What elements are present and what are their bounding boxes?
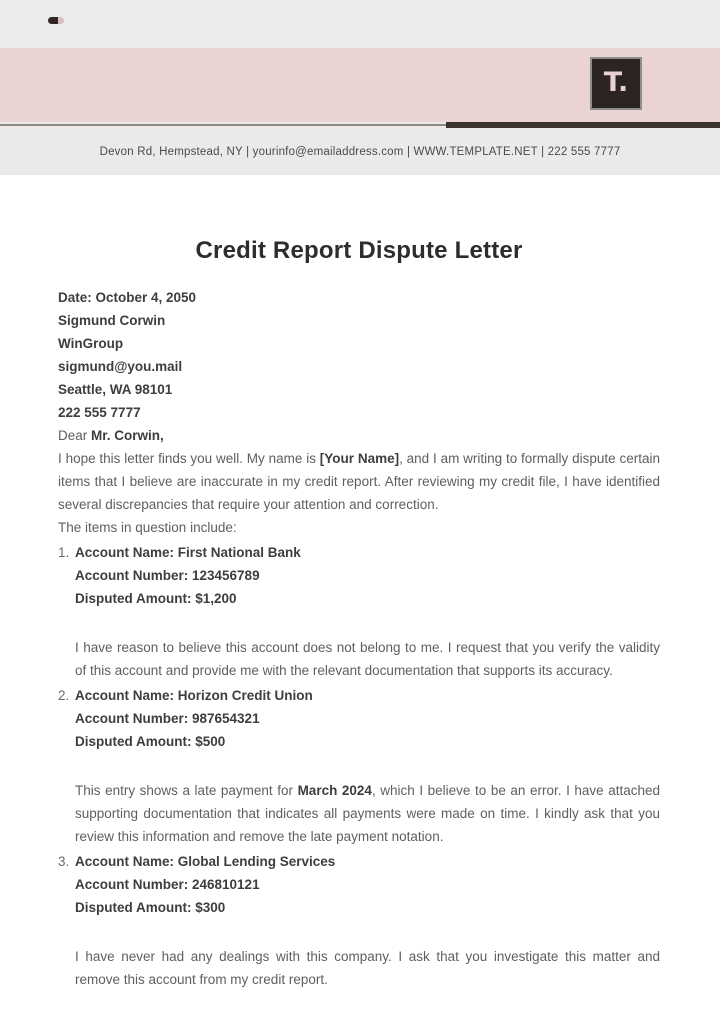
intro-paragraph [58, 447, 660, 516]
item-para-prefix: I have reason to believe this account does not belong to me. I request that you verify the validity of this account and provide me with the relevant documentation that supports its accuracy. [75, 640, 660, 678]
intro-bold: [Your Name] [319, 451, 400, 466]
items-intro-line: The items in question include: [58, 520, 237, 535]
item-para-prefix: I have never had any dealings with this company. I ask that you investigate this matter and remove this account from my credit report. [75, 949, 660, 987]
item-number: 3. [58, 854, 70, 869]
item-number: 1. [58, 545, 70, 560]
sender-phone: 222 555 7777 [58, 405, 141, 420]
pink-banner [0, 48, 720, 122]
page-header [0, 0, 720, 175]
account-number-line: Account Number: 987654321 [75, 711, 260, 726]
brand-mark-pink-segment [58, 17, 64, 24]
item-body [75, 850, 660, 991]
salutation-name: Mr. Corwin, [91, 428, 164, 443]
date-line: Date: October 4, 2050 [58, 290, 197, 305]
sender-name: Sigmund Corwin [58, 313, 166, 328]
divider-thin-line [0, 124, 448, 126]
sender-email: sigmund@you.mail [58, 359, 183, 374]
item-para-prefix: This entry shows a late payment for [75, 783, 298, 798]
logo-letter: T. [603, 66, 629, 98]
letter-content [0, 237, 720, 991]
sender-city: Seattle, WA 98101 [58, 382, 173, 397]
dispute-item-2 [58, 684, 660, 848]
salutation [58, 424, 660, 447]
account-name-line: Account Name: Horizon Credit Union [75, 688, 313, 703]
letter-body [58, 286, 660, 991]
account-number-line: Account Number: 123456789 [75, 568, 260, 583]
contact-text: Devon Rd, Hempstead, NY | yourinfo@emailaddress.com | WWW.TEMPLATE.NET | 222 555 7777 [99, 146, 621, 158]
item-paragraph [75, 779, 660, 848]
item-paragraph [75, 636, 660, 682]
template-net-logo [590, 57, 642, 110]
item-paragraph [75, 945, 660, 991]
dispute-item-3 [58, 850, 660, 991]
disputed-amount-line: Disputed Amount: $300 [75, 900, 226, 915]
page-title: Credit Report Dispute Letter [195, 237, 523, 264]
disputed-amount-line: Disputed Amount: $1,200 [75, 591, 237, 606]
header-divider [0, 122, 720, 129]
intro-prefix: I hope this letter finds you well. My name is [58, 451, 320, 466]
item-body [75, 541, 660, 682]
item-number: 2. [58, 688, 70, 703]
item-para-suffix: , which I believe to be an error. I have attached supporting documentation that indicates all payments were made on time. I kindly ask that you review this information and remove the late payment notation. [75, 783, 661, 844]
item-para-bold: March 2024 [297, 783, 372, 798]
sender-company: WinGroup [58, 336, 124, 351]
brand-mark-dark-segment [48, 17, 58, 24]
salutation-prefix: Dear [58, 428, 92, 443]
intro-suffix: , and I am writing to formally dispute certain items that I believe are inaccurate in my credit report. After reviewing my credit file, I have identified several discrepancies that require your attention and correction. [58, 451, 660, 512]
account-name-line: Account Name: Global Lending Services [75, 854, 336, 869]
item-body [75, 684, 660, 848]
account-name-line: Account Name: First National Bank [75, 545, 301, 560]
dispute-item-1 [58, 541, 660, 682]
divider-thick-bar [446, 122, 720, 128]
disputed-amount-line: Disputed Amount: $500 [75, 734, 226, 749]
brand-mark-icon [48, 17, 64, 24]
account-number-line: Account Number: 246810121 [75, 877, 260, 892]
top-strip [0, 0, 720, 48]
contact-bar [0, 129, 720, 175]
